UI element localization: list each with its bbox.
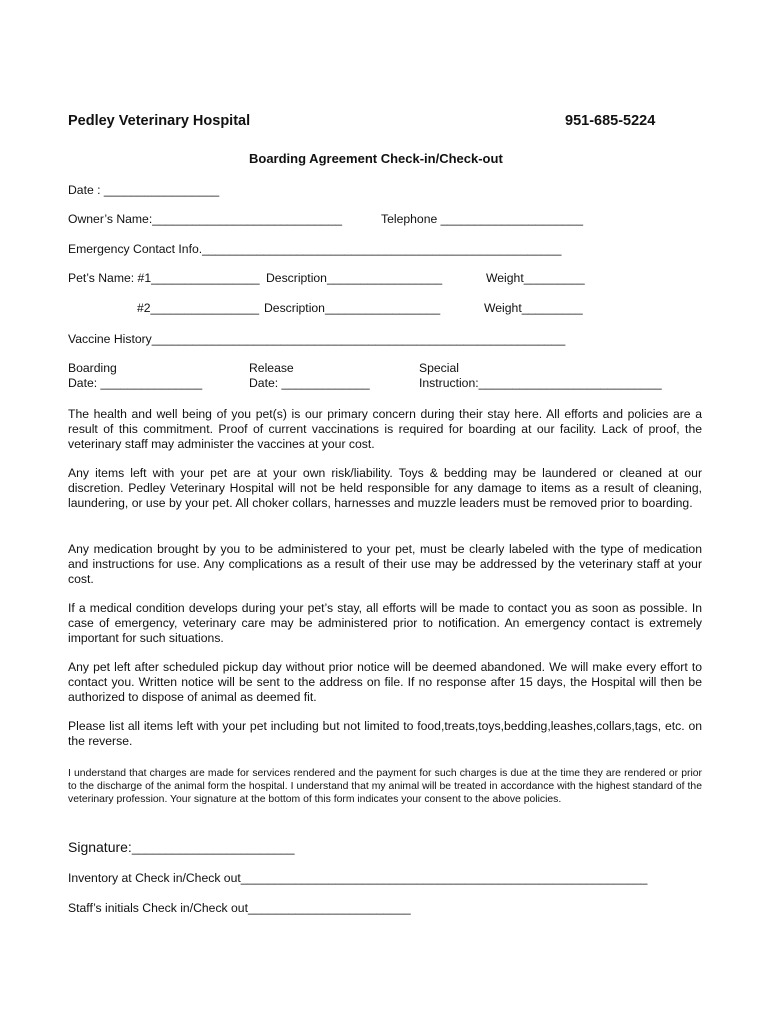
boarding-label: Boarding	[68, 361, 117, 375]
pet2-name-field[interactable]: #2________________	[137, 301, 260, 315]
hospital-phone: 951-685-5224	[565, 113, 656, 129]
release-date-field[interactable]: Date: _____________	[249, 376, 370, 390]
pet2-weight-field[interactable]: Weight_________	[484, 301, 583, 315]
hospital-name: Pedley Veterinary Hospital	[68, 113, 251, 129]
policy-paragraph-abandonment: Any pet left after scheduled pickup day without prior notice will be deemed abandoned. We will make every effort to contact you. Written notice will be sent to the address on file. If no response after 15 days, the Hospital will then be authorized to dispose of animal as deemed fit.	[68, 660, 702, 704]
staff-initials-field[interactable]: Staff’s initials Check in/Check out________________________	[68, 901, 411, 915]
pet1-description-field[interactable]: Description_________________	[266, 271, 443, 285]
boarding-date-field[interactable]: Date: _______________	[68, 376, 203, 390]
special-instruction-field[interactable]: Instruction:___________________________	[419, 376, 662, 390]
policy-paragraph-medical-condition: If a medical condition develops during your pet’s stay, all efforts will be made to contact you as soon as possible. In case of emergency, veterinary care may be administered prior to notification. An emergency contact is extremely important for such situations.	[68, 601, 702, 645]
signature-label: Signature:	[68, 839, 132, 855]
date-field[interactable]: Date : _________________	[68, 183, 220, 197]
release-label: Release	[249, 361, 294, 375]
signature-line: ________________________	[131, 841, 295, 855]
policy-paragraph-medication: Any medication brought by you to be administered to your pet, must be clearly labeled with the type of medication and instructions for use. Any complications as a result of their use may be addressed by the veterinary staff at your cost.	[68, 542, 702, 586]
emergency-contact-field[interactable]: Emergency Contact Info._____________________________________________________	[68, 242, 562, 256]
telephone-field[interactable]: Telephone _____________________	[381, 212, 583, 226]
pet2-description-field[interactable]: Description_________________	[264, 301, 441, 315]
policy-paragraph-items-list: Please list all items left with your pet including but not limited to food,treats,toys,bedding,leashes,collars,tags, etc. on the reverse.	[68, 719, 702, 748]
signature-field[interactable]	[68, 838, 295, 857]
special-label: Special	[419, 361, 459, 375]
owners-name-field[interactable]: Owner’s Name:____________________________	[68, 212, 342, 226]
pet1-name-field[interactable]: Pet’s Name: #1________________	[68, 271, 260, 285]
policy-paragraph-health: The health and well being of you pet(s) is our primary concern during their stay here. All efforts and policies are a result of this commitment. Proof of current vaccinations is required for boarding at our facility. Lack of proof, the veterinary staff may administer the vaccines at your cost.	[68, 407, 702, 451]
vaccine-history-field[interactable]: Vaccine History_____________________________________________________________	[68, 332, 566, 346]
inventory-field[interactable]: Inventory at Check in/Check out____________________________________________________________	[68, 871, 648, 885]
form-title: Boarding Agreement Check-in/Check-out	[249, 151, 503, 166]
pet1-weight-field[interactable]: Weight_________	[486, 271, 585, 285]
consent-paragraph: I understand that charges are made for services rendered and the payment for such charges is due at the time they are rendered or prior to the discharge of the animal form the hospital. I understand that my animal will be treated in accordance with the highest standard of the veterinary profession. Your signature at the bottom of this form indicates your consent to the above policies.	[68, 768, 702, 806]
policy-paragraph-items: Any items left with your pet are at your own risk/liability. Toys & bedding may be laundered or cleaned at our discretion. Pedley Veterinary Hospital will not be held responsible for any damage to items as a result of cleaning, laundering, or use by your pet. All choker collars, harnesses and muzzle leaders must be removed prior to boarding.	[68, 466, 702, 510]
